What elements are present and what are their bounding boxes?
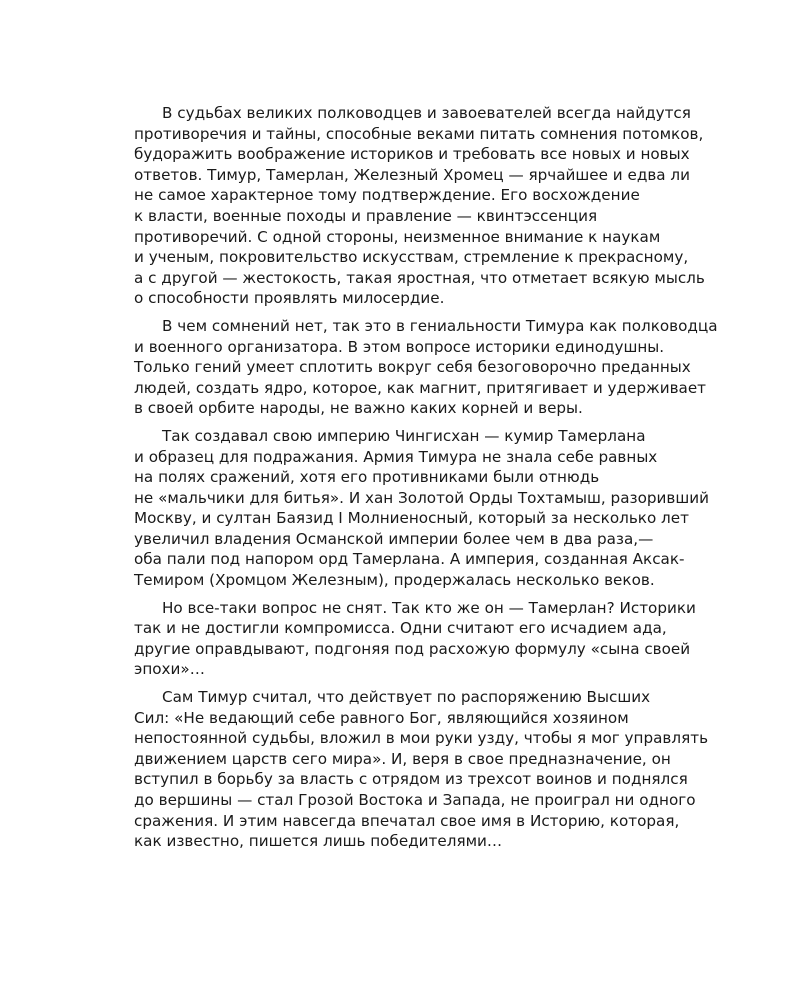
text-line: сражения. И этим навсегда впечатал свое имя в Историю, которая, xyxy=(134,811,680,830)
text-line: людей, создать ядро, которое, как магнит, притягивает и удерживает xyxy=(134,378,707,397)
text-line: как известно, пишется лишь победителями… xyxy=(134,832,503,851)
text-line: до вершины — стал Грозой Востока и Запада, не проиграл ни одного xyxy=(134,791,696,809)
text-line: Москву, и султан Баязид I Молниеносный, который за несколько лет xyxy=(134,509,689,528)
text-line: Темиром (Хромцом Железным), продержалась несколько веков. xyxy=(134,571,655,590)
text-line: и образец для подражания. Армия Тимура не знала себе равных xyxy=(134,447,658,466)
paragraph xyxy=(134,103,710,309)
text-line: противоречий. С одной стороны, неизменное внимание к наукам xyxy=(134,227,661,246)
text-line: Сам Тимур считал, что действует по распоряжению Высших xyxy=(162,688,651,707)
text-line: не «мальчики для битья». И хан Золотой Орды Тохтамыш, разоривший xyxy=(134,488,709,507)
text-line: эпохи»… xyxy=(134,660,205,679)
text-line: не самое характерное тому подтверждение. Его восхождение xyxy=(134,186,640,205)
text-line: на полях сражений, хотя его противниками были отнюдь xyxy=(134,468,600,487)
text-line: оба пали под напором орд Тамерлана. А империя, созданная Аксак- xyxy=(134,550,685,569)
text-line: а с другой — жестокость, такая яростная, что отметает всякую мысль xyxy=(134,268,705,287)
text-line: другие оправдывают, подгоняя под расхожую формулу «сына своей xyxy=(134,639,691,658)
text-line: В чем сомнений нет, так это в гениальности Тимура как полководца xyxy=(162,316,718,335)
text-line: Только гений умеет сплотить вокруг себя безоговорочно преданных xyxy=(134,358,691,377)
paragraph xyxy=(134,426,710,591)
text-line: В судьбах великих полководцев и завоевателей всегда найдутся xyxy=(162,104,691,122)
text-line: противоречия и тайны, способные веками питать сомнения потомков, xyxy=(134,124,704,143)
text-line: непостоянной судьбы, вложил в мои руки узду, чтобы я мог управлять xyxy=(134,729,709,748)
text-line: и военного организатора. В этом вопросе историки единодушны. xyxy=(134,337,665,356)
text-line: в своей орбите народы, не важно каких корней и веры. xyxy=(134,399,583,418)
text-line: ответов. Тимур, Тамерлан, Железный Хромец — ярчайшее и едва ли xyxy=(134,165,691,184)
paragraph xyxy=(134,687,710,852)
paragraph xyxy=(134,598,710,680)
body-text xyxy=(134,103,718,859)
text-line: к власти, военные походы и правление — квинтэссенция xyxy=(134,206,598,225)
text-line: Так создавал свою империю Чингисхан — кумир Тамерлана xyxy=(162,426,646,445)
text-line: вступил в борьбу за власть с отрядом из трехсот воинов и поднялся xyxy=(134,770,688,789)
text-line: Но все-таки вопрос не снят. Так кто же он — Тамерлан? Историки xyxy=(162,598,696,617)
text-line: движением царств сего мира». И, веря в свое предназначение, он xyxy=(134,749,671,768)
text-line: и ученым, покровительство искусствам, стремление к прекрасному, xyxy=(134,248,689,267)
text-line: Сил: «Не ведающий себе равного Бог, являющийся хозяином xyxy=(134,708,629,727)
paragraph xyxy=(134,316,718,419)
text-line: будоражить воображение историков и требовать все новых и новых xyxy=(134,145,690,164)
text-line: о способности проявлять милосердие. xyxy=(134,289,445,308)
text-line: увеличил владения Османской империи более чем в два раза,— xyxy=(134,529,654,548)
text-line: так и не достигли компромисса. Одни считают его исчадием ада, xyxy=(134,619,667,638)
